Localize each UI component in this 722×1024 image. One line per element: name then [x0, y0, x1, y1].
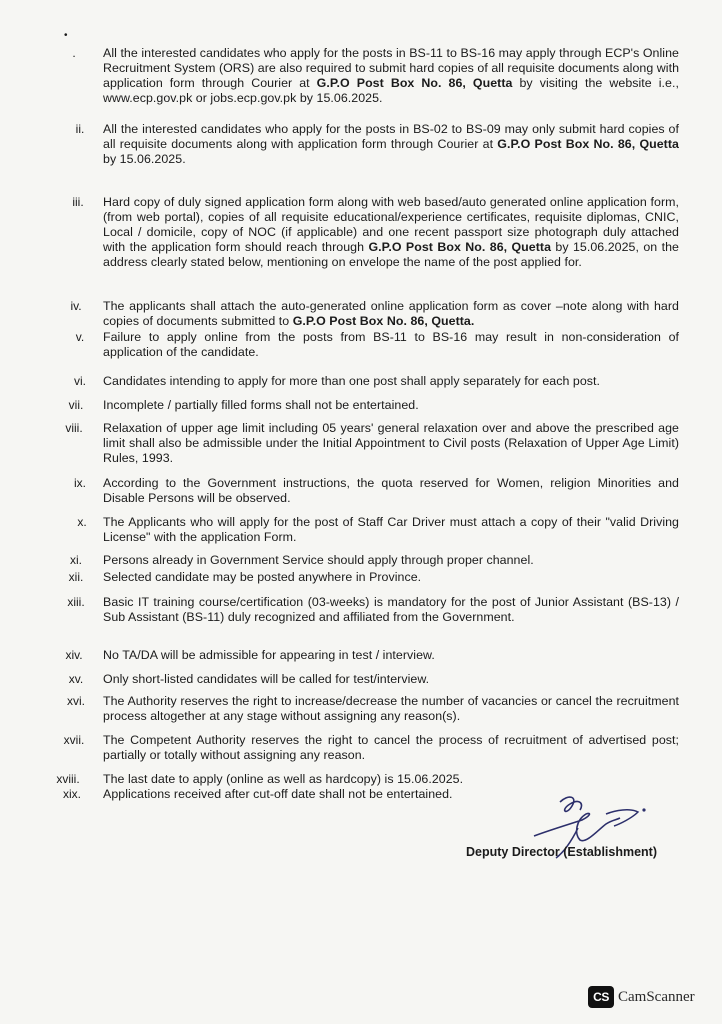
item-number: xii. [68, 570, 84, 584]
item-text: The Applicants who will apply for the post of Staff Car Driver must attach a copy of their "valid Driving License" with the application Form. [103, 515, 679, 544]
item-number: x. [77, 515, 87, 529]
item-text: The Authority reserves the right to increase/decrease the number of vacancies or cancel the recruitment process altogether at any stage without assigning any reason(s). [103, 694, 679, 723]
item-text: The applicants shall attach the auto-generated online application form as cover –note along with hard copies of documents submitted to G.P.O Post Box No. 86, Quetta. [103, 299, 679, 328]
item-number: xix. [63, 787, 81, 801]
item-number: xi. [70, 553, 82, 567]
item-number: xv. [68, 672, 84, 686]
item-text: Hard copy of duly signed application form along with web based/auto generated online application form, (from web portal), copies of all requisite educational/experience certificates, requisite diplomas, CNIC, Local / domicile, copy of NOC (if applicable) and one recent passport size photograph duly attached with the application form should reach through G.P.O Post Box No. 86, Quetta by 15.06.2025, on the address clearly stated below, mentioning on envelope the name of the post applied for. [103, 195, 679, 269]
item-number: iv. [70, 299, 82, 313]
item-number: vii. [68, 398, 84, 412]
item-text: Relaxation of upper age limit including 05 years' general relaxation over and above the prescribed age limit shall also be admissible under the Initial Appointment to Civil posts (Relaxation of Upper Age Limit) Rules, 1993. [103, 421, 679, 465]
item-text: Incomplete / partially filled forms shall not be entertained. [103, 398, 419, 412]
item-text: All the interested candidates who apply for the posts in BS-02 to BS-09 may only submit hard copies of all requisite documents along with application form through Courier at G.P.O Post Box No. 86, Quetta by 15.06.2025. [103, 122, 679, 166]
item-number: ix. [74, 476, 86, 490]
item-number: . [72, 46, 76, 60]
item-text: No TA/DA will be admissible for appearing in test / interview. [103, 648, 435, 662]
item-number: xvii. [63, 733, 85, 747]
item-number: ii. [75, 122, 85, 136]
item-number: vi. [74, 374, 86, 388]
item-number: viii. [65, 421, 83, 435]
item-number: iii. [72, 195, 84, 209]
item-text: All the interested candidates who apply for the posts in BS-11 to BS-16 may apply through ECP's Online Recruitment System (ORS) are also required to submit hard copies of all requisite documents along with application form through Courier at G.P.O Post Box No. 86, Quetta by visiting the website i.e., www.ecp.gov.pk or jobs.ecp.gov.pk by 15.06.2025. [103, 46, 680, 105]
item-number: xvi. [67, 694, 85, 708]
camscanner-label: CamScanner [618, 988, 695, 1005]
item-text: Only short-listed candidates will be called for test/interview. [103, 672, 430, 686]
item-number: v. [75, 330, 85, 344]
item-text: The last date to apply (online as well as hardcopy) is 15.06.2025. [103, 772, 464, 786]
camscanner-watermark [588, 986, 695, 1008]
item-number: xiv. [65, 648, 83, 662]
item-text: The Competent Authority reserves the right to cancel the process of recruitment of advertised post; partially or totally without assigning any reason. [103, 733, 679, 762]
item-number: xiii. [67, 595, 85, 609]
item-text: Basic IT training course/certification (03-weeks) is mandatory for the post of Junior Assistant (BS-13) / Sub Assistant (BS-11) duly recognized and affiliated from the Government. [103, 595, 679, 624]
item-text: Applications received after cut-off date shall not be entertained. [103, 787, 453, 801]
item-number: xviii. [56, 772, 80, 786]
item-text: Persons already in Government Service should apply through proper channel. [103, 553, 534, 567]
camscanner-logo-icon: CS [588, 986, 614, 1008]
signatory-designation: Deputy Director (Establishment) [466, 845, 658, 859]
item-text: Selected candidate may be posted anywhere in Province. [103, 570, 422, 584]
item-text: Failure to apply online from the posts from BS-11 to BS-16 may result in non-consideration of application of the candidate. [103, 330, 679, 359]
scan-speck: • [64, 30, 68, 41]
item-text: According to the Government instructions, the quota reserved for Women, religion Minorities and Disable Persons will be observed. [103, 476, 679, 505]
item-text: Candidates intending to apply for more than one post shall apply separately for each post. [103, 374, 600, 388]
